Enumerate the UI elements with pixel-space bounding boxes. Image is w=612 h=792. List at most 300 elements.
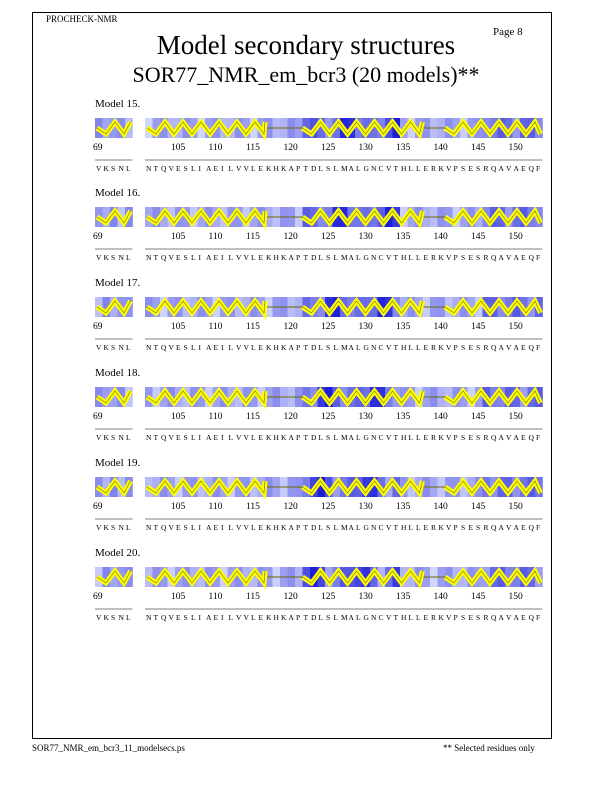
tick-label: 140 [433, 592, 448, 602]
residue-letter: E [423, 433, 429, 442]
residue-letter: S [326, 164, 331, 173]
residue-letter: R [431, 343, 437, 352]
tick-label: 105 [171, 412, 186, 422]
residue-letter: L [191, 253, 196, 262]
residue-letter: V [96, 343, 102, 352]
residue-letter: G [363, 613, 369, 622]
residue-letter: E [468, 253, 474, 262]
residue-letter: L [126, 523, 131, 532]
residue-letter: D [311, 523, 317, 532]
residue-letter: V [168, 433, 174, 442]
residue-letter: T [153, 164, 159, 173]
residue-letter: V [506, 613, 512, 622]
residue-letter: L [416, 343, 421, 352]
residue-letter: L [416, 613, 421, 622]
tick-label: 150 [508, 232, 523, 242]
residue-letter: N [118, 343, 124, 352]
residue-letter: L [333, 433, 339, 442]
residue-letter: V [168, 343, 174, 352]
residue-letter: L [228, 164, 234, 173]
footer-filename: SOR77_NMR_em_bcr3_11_modelsecs.ps [32, 743, 185, 753]
residue-letter: S [476, 253, 481, 262]
tick-label: 110 [208, 412, 223, 422]
residue-letter: P [296, 613, 301, 622]
residue-letter: K [266, 433, 272, 442]
residue-letter: Q [161, 433, 167, 442]
tick-label: 140 [433, 322, 448, 332]
tick-label: 120 [283, 143, 298, 153]
residue-letter: R [431, 164, 437, 173]
tick-label: 130 [358, 412, 373, 422]
residue-letter: T [303, 253, 309, 262]
residue-letter: P [453, 523, 458, 532]
residue-letter: E [521, 164, 526, 173]
residue-letter: N [371, 164, 377, 173]
residue-letter: L [356, 253, 361, 262]
residue-letter: L [318, 164, 324, 173]
residue-letter: T [303, 433, 309, 442]
residue-letter: V [96, 523, 102, 532]
secondary-structure-track [0, 277, 612, 367]
page-title: Model secondary structures [156, 30, 456, 60]
tick-label: 130 [358, 502, 373, 512]
residue-letter: K [281, 343, 287, 352]
tick-label: 120 [283, 592, 298, 602]
residue-letter: K [266, 164, 272, 173]
residue-letter: E [423, 253, 429, 262]
residue-letter: T [153, 433, 159, 442]
residue-letter: E [213, 253, 219, 262]
residue-letter: V [236, 613, 242, 622]
residue-letter: V [506, 253, 512, 262]
tick-label: 145 [471, 502, 486, 512]
residue-letter: V [243, 343, 249, 352]
residue-letter: N [371, 253, 377, 262]
residue-letter: T [303, 343, 309, 352]
residue-letter: S [461, 523, 466, 532]
residue-letter: Q [161, 523, 167, 532]
residue-letter: Q [528, 253, 534, 262]
residue-letter: F [536, 613, 541, 622]
residue-letter: N [118, 613, 124, 622]
residue-letter: D [311, 433, 317, 442]
residue-letter: P [453, 343, 458, 352]
residue-letter: L [356, 433, 361, 442]
residue-letter: Q [491, 164, 497, 173]
model-label: Model 19. [95, 457, 141, 469]
residue-letter: E [176, 523, 181, 532]
residue-letter: Q [491, 613, 497, 622]
residue-letter: F [536, 433, 541, 442]
residue-letter: C [378, 523, 384, 532]
residue-letter: S [461, 433, 466, 442]
residue-letter: L [126, 613, 131, 622]
residue-letter: S [111, 164, 116, 173]
residue-letter: L [251, 164, 256, 173]
model-row [0, 547, 612, 637]
secondary-structure-track [0, 547, 612, 637]
residue-letter: V [243, 523, 249, 532]
tick-label: 125 [321, 232, 336, 242]
residue-letter: M [341, 613, 348, 622]
residue-letter: D [311, 343, 317, 352]
tick-label: 110 [208, 322, 223, 332]
residue-letter: S [183, 613, 188, 622]
residue-letter: T [393, 343, 399, 352]
residue-letter: N [146, 523, 152, 532]
residue-letter: L [318, 343, 324, 352]
residue-letter: L [191, 164, 196, 173]
residue-letter: E [468, 164, 474, 173]
residue-letter: R [483, 164, 489, 173]
residue-letter: P [296, 433, 301, 442]
residue-letter: Q [528, 613, 534, 622]
residue-letter: T [303, 164, 309, 173]
residue-letter: T [153, 523, 159, 532]
tick-label: 120 [283, 322, 298, 332]
residue-letter: L [228, 613, 234, 622]
residue-letter: S [111, 253, 116, 262]
residue-letter: S [461, 613, 466, 622]
residue-letter: L [318, 523, 324, 532]
residue-letter: H [273, 613, 279, 622]
residue-letter: A [206, 164, 212, 173]
residue-letter: A [513, 164, 519, 173]
residue-letter: Q [528, 343, 534, 352]
residue-letter: H [401, 253, 407, 262]
residue-letter: R [483, 433, 489, 442]
residue-letter: E [258, 164, 264, 173]
residue-letter: A [288, 164, 294, 173]
residue-letter: K [438, 343, 444, 352]
residue-letter: L [126, 164, 131, 173]
residue-letter: P [296, 164, 301, 173]
residue-letter: V [506, 164, 512, 173]
residue-letter: T [153, 613, 159, 622]
residue-letter: R [483, 253, 489, 262]
residue-letter: M [341, 253, 348, 262]
tick-label: 115 [246, 322, 260, 332]
tick-label: 105 [171, 232, 186, 242]
residue-letter: S [326, 433, 331, 442]
model-label: Model 15. [95, 98, 141, 110]
residue-letter: L [333, 523, 339, 532]
residue-letter: C [378, 343, 384, 352]
tick-label: 120 [283, 412, 298, 422]
residue-letter: A [206, 523, 212, 532]
residue-letter: L [416, 523, 421, 532]
residue-letter: H [273, 164, 279, 173]
residue-letter: S [183, 523, 188, 532]
residue-letter: K [266, 253, 272, 262]
residue-letter: K [438, 433, 444, 442]
residue-letter: V [236, 523, 242, 532]
residue-letter: E [176, 343, 181, 352]
residue-letter: A [498, 253, 504, 262]
tick-label: 115 [246, 592, 260, 602]
residue-letter: V [243, 253, 249, 262]
residue-letter: Q [161, 613, 167, 622]
residue-letter: A [513, 343, 519, 352]
residue-letter: V [446, 343, 452, 352]
residue-letter: V [446, 523, 452, 532]
tick-label: 145 [471, 143, 486, 153]
residue-letter: E [213, 343, 219, 352]
tick-label: 140 [433, 143, 448, 153]
residue-letter: D [311, 164, 317, 173]
residue-letter: L [333, 613, 339, 622]
residue-letter: L [191, 343, 196, 352]
residue-letter: L [251, 343, 256, 352]
residue-letter: L [191, 613, 196, 622]
residue-letter: A [513, 253, 519, 262]
residue-letter: A [498, 164, 504, 173]
tick-label: 145 [471, 232, 486, 242]
residue-letter: Q [161, 164, 167, 173]
tick-label: 150 [508, 412, 523, 422]
residue-letter: K [281, 613, 287, 622]
residue-letter: A [513, 613, 519, 622]
residue-letter: E [258, 523, 264, 532]
residue-letter: L [408, 253, 414, 262]
residue-letter: E [468, 523, 474, 532]
residue-letter: A [498, 613, 504, 622]
model-label: Model 18. [95, 367, 141, 379]
residue-letter: M [341, 523, 348, 532]
residue-letter: L [126, 433, 131, 442]
residue-letter: D [311, 253, 317, 262]
residue-letter: V [236, 164, 242, 173]
residue-letter: S [326, 523, 331, 532]
residue-letter: S [183, 343, 188, 352]
tick-label: 130 [358, 232, 373, 242]
residue-letter: C [378, 613, 384, 622]
residue-letter: N [146, 343, 152, 352]
model-label: Model 20. [95, 547, 141, 559]
tick-label: 140 [433, 412, 448, 422]
residue-letter: S [111, 343, 116, 352]
tick-label: 125 [321, 502, 336, 512]
residue-letter: K [281, 164, 287, 173]
residue-letter: S [476, 523, 481, 532]
residue-letter: N [371, 613, 377, 622]
residue-letter: A [498, 523, 504, 532]
residue-letter: I [198, 433, 201, 442]
residue-letter: S [326, 613, 331, 622]
residue-letter: A [206, 343, 212, 352]
residue-letter: E [176, 433, 181, 442]
residue-letter: L [408, 523, 414, 532]
residue-letter: G [363, 523, 369, 532]
residue-letter: K [281, 253, 287, 262]
residue-letter: L [318, 433, 324, 442]
tick-label: 69 [93, 232, 103, 242]
residue-letter: L [333, 164, 339, 173]
residue-letter: F [536, 164, 541, 173]
residue-letter: L [318, 613, 324, 622]
residue-letter: S [476, 164, 481, 173]
residue-letter: E [468, 613, 474, 622]
residue-letter: L [408, 164, 414, 173]
page-subtitle: SOR77_NMR_em_bcr3 (20 models)** [132, 62, 480, 87]
residue-letter: E [423, 164, 429, 173]
residue-letter: T [393, 164, 399, 173]
residue-letter: L [416, 433, 421, 442]
tick-label: 135 [396, 322, 411, 332]
residue-letter: V [168, 164, 174, 173]
residue-letter: L [191, 523, 196, 532]
residue-letter: V [506, 343, 512, 352]
residue-letter: S [111, 433, 116, 442]
residue-letter: T [303, 613, 309, 622]
residue-letter: T [153, 343, 159, 352]
residue-letter: V [96, 253, 102, 262]
tick-label: 110 [208, 502, 223, 512]
tick-label: 110 [208, 143, 223, 153]
residue-letter: T [393, 523, 399, 532]
tick-label: 115 [246, 502, 260, 512]
residue-letter: S [111, 523, 116, 532]
tick-label: 145 [471, 592, 486, 602]
residue-letter: L [126, 253, 131, 262]
model-label: Model 16. [95, 187, 141, 199]
residue-letter: E [258, 253, 264, 262]
residue-letter: K [103, 433, 109, 442]
tick-label: 125 [321, 322, 336, 332]
residue-letter: K [103, 613, 109, 622]
residue-letter: M [341, 343, 348, 352]
residue-letter: L [251, 613, 256, 622]
residue-letter: K [438, 253, 444, 262]
residue-letter: L [333, 253, 339, 262]
tick-label: 115 [246, 143, 260, 153]
residue-letter: S [183, 164, 188, 173]
tick-label: 135 [396, 143, 411, 153]
residue-letter: L [356, 164, 361, 173]
residue-letter: F [536, 523, 541, 532]
tick-label: 125 [321, 592, 336, 602]
residue-letter: P [296, 343, 301, 352]
residue-letter: E [258, 613, 264, 622]
residue-letter: V [446, 613, 452, 622]
residue-letter: A [288, 433, 294, 442]
tick-label: 130 [358, 143, 373, 153]
residue-letter: L [416, 253, 421, 262]
residue-letter: S [476, 343, 481, 352]
tick-label: 105 [171, 322, 186, 332]
tick-label: 69 [93, 322, 103, 332]
residue-letter: A [348, 164, 354, 173]
residue-letter: V [243, 164, 249, 173]
residue-letter: P [296, 253, 301, 262]
residue-letter: L [318, 253, 324, 262]
residue-letter: K [438, 613, 444, 622]
residue-letter: A [288, 343, 294, 352]
residue-letter: P [453, 613, 458, 622]
residue-letter: C [378, 253, 384, 262]
residue-letter: I [198, 523, 201, 532]
residue-letter: H [401, 433, 407, 442]
residue-letter: V [386, 613, 392, 622]
residue-letter: I [198, 343, 201, 352]
residue-letter: R [483, 613, 489, 622]
tick-label: 135 [396, 412, 411, 422]
residue-letter: A [288, 253, 294, 262]
residue-letter: L [356, 343, 361, 352]
residue-letter: M [341, 164, 348, 173]
residue-letter: T [153, 253, 159, 262]
residue-letter: C [378, 164, 384, 173]
residue-letter: N [371, 343, 377, 352]
residue-letter: F [536, 343, 541, 352]
residue-letter: E [468, 343, 474, 352]
residue-letter: E [176, 164, 181, 173]
residue-letter: V [243, 433, 249, 442]
residue-letter: H [273, 253, 279, 262]
residue-letter: A [206, 253, 212, 262]
residue-letter: P [296, 523, 301, 532]
residue-letter: A [348, 253, 354, 262]
residue-letter: P [453, 253, 458, 262]
residue-letter: E [423, 613, 429, 622]
residue-letter: L [416, 164, 421, 173]
residue-letter: N [118, 164, 124, 173]
residue-letter: E [213, 433, 219, 442]
residue-letter: V [236, 433, 242, 442]
residue-letter: E [258, 343, 264, 352]
residue-letter: I [198, 613, 201, 622]
secondary-structure-track [0, 98, 612, 188]
residue-letter: V [446, 253, 452, 262]
residue-letter: E [423, 523, 429, 532]
residue-letter: I [221, 343, 224, 352]
tick-label: 120 [283, 232, 298, 242]
residue-letter: H [273, 523, 279, 532]
residue-letter: A [288, 523, 294, 532]
residue-letter: I [221, 613, 224, 622]
residue-letter: N [371, 523, 377, 532]
residue-letter: E [213, 523, 219, 532]
residue-letter: H [401, 523, 407, 532]
model-label: Model 17. [95, 277, 141, 289]
tick-label: 145 [471, 412, 486, 422]
residue-letter: V [386, 164, 392, 173]
residue-letter: N [118, 433, 124, 442]
footer-note: ** Selected residues only [443, 743, 535, 753]
residue-letter: V [96, 164, 102, 173]
tick-label: 140 [433, 502, 448, 512]
residue-letter: S [183, 253, 188, 262]
tick-label: 135 [396, 592, 411, 602]
residue-letter: F [536, 253, 541, 262]
tick-label: 135 [396, 232, 411, 242]
residue-letter: H [273, 433, 279, 442]
tick-label: 110 [208, 592, 223, 602]
residue-letter: I [221, 523, 224, 532]
residue-letter: V [506, 433, 512, 442]
residue-letter: E [521, 613, 526, 622]
secondary-structure-track [0, 457, 612, 547]
tick-label: 150 [508, 143, 523, 153]
tick-label: 150 [508, 592, 523, 602]
residue-letter: N [146, 433, 152, 442]
residue-letter: R [431, 253, 437, 262]
residue-letter: Q [528, 523, 534, 532]
residue-letter: S [183, 433, 188, 442]
tick-label: 125 [321, 143, 336, 153]
residue-letter: T [393, 433, 399, 442]
residue-letter: Q [161, 343, 167, 352]
